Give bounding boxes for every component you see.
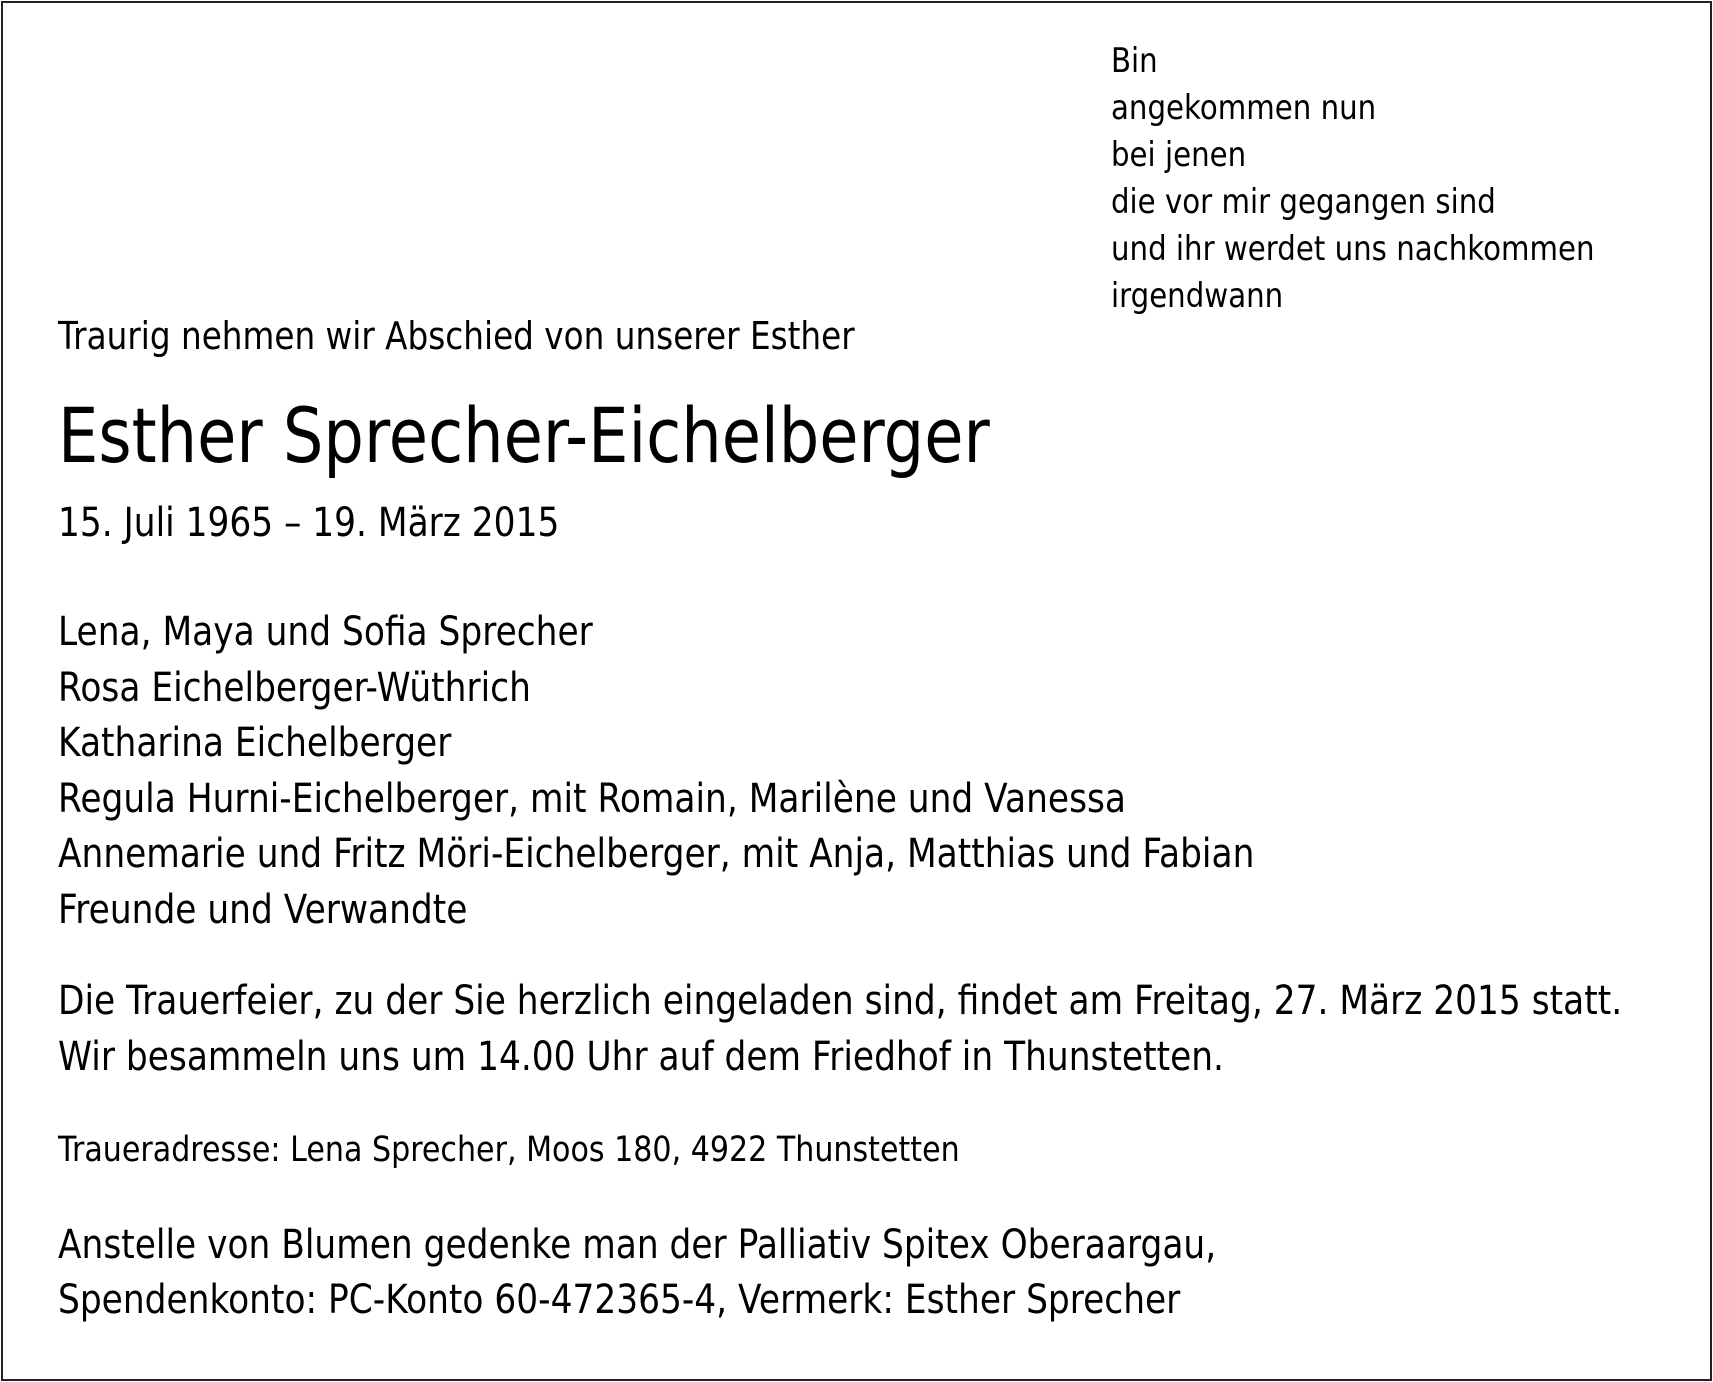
life-dates: 15. Juli 1965 – 19. März 2015 — [58, 500, 560, 546]
ceremony-line: Wir besammeln uns um 14.00 Uhr auf dem Friedhof in Thunstetten. — [58, 1034, 1224, 1080]
donation-line: Anstelle von Blumen gedenke man der Palliativ Spitex Oberaargau, — [58, 1222, 1217, 1268]
mourning-address: Traueradresse: Lena Sprecher, Moos 180, 4922 Thunstetten — [58, 1130, 960, 1170]
ceremony-line: Die Trauerfeier, zu der Sie herzlich eingeladen sind, findet am Freitag, 27. März 2015 statt. — [58, 978, 1623, 1024]
mourner-entry: Lena, Maya und Sofia Sprecher — [58, 609, 593, 655]
donation-line: Spendenkonto: PC-Konto 60-472365-4, Vermerk: Esther Sprecher — [58, 1277, 1181, 1323]
intro-text: Traurig nehmen wir Abschied von unserer Esther — [58, 314, 855, 358]
poem-line: die vor mir gegangen sind — [1111, 182, 1496, 222]
poem-line: bei jenen — [1111, 135, 1247, 175]
poem — [1111, 38, 1595, 320]
mourner-entry: Rosa Eichelberger-Wüthrich — [58, 664, 531, 711]
ceremony-info — [58, 973, 1622, 1085]
poem-line: irgendwann — [1111, 276, 1284, 316]
poem-line: angekommen nun — [1111, 88, 1377, 128]
mourner-entry: Katharina Eichelberger — [58, 720, 452, 766]
donation-info — [58, 1218, 1216, 1328]
mourners-list — [58, 605, 1254, 938]
mourner-entry: Regula Hurni-Eichelberger, mit Romain, Marilène und Vanessa — [58, 775, 1126, 822]
poem-line: und ihr werdet uns nachkommen — [1111, 229, 1595, 269]
mourner-entry: Freunde und Verwandte — [58, 886, 468, 933]
poem-line: Bin — [1111, 41, 1158, 81]
deceased-name: Esther Sprecher-Eichelberger — [58, 391, 990, 480]
mourner-entry: Annemarie und Fritz Möri-Eichelberger, mit Anja, Matthias und Fabian — [58, 831, 1255, 877]
obituary-frame — [1, 1, 1712, 1381]
